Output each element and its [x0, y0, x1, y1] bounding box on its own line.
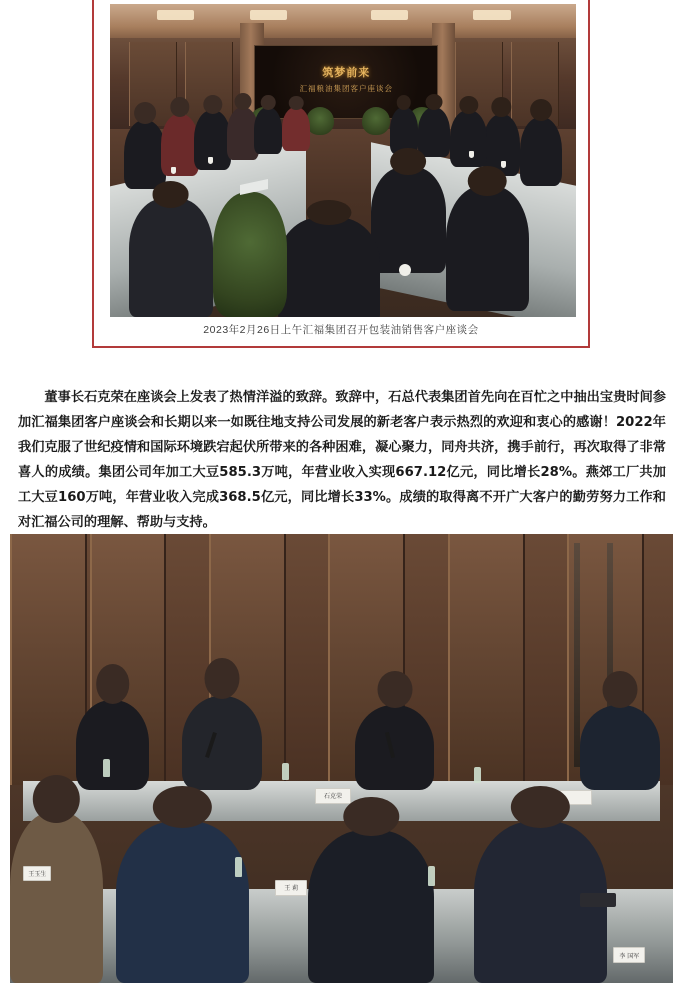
device: [580, 893, 616, 907]
attendee-foreground: [10, 812, 103, 983]
attendee: [76, 700, 149, 790]
attendee-foreground: [129, 198, 213, 317]
attendee-foreground: [308, 830, 434, 983]
plant: [362, 107, 390, 135]
nameplate: 王 莉: [275, 880, 307, 896]
nameplate: 王玉生: [23, 866, 51, 881]
attendee-speaker: [182, 696, 262, 790]
bottle: [282, 763, 289, 780]
cup: [171, 167, 176, 174]
bottle: [474, 767, 481, 783]
attendee-foreground: [446, 186, 530, 311]
stage-screen: [254, 45, 438, 119]
attendee-foreground: [371, 167, 446, 273]
top-figure-frame: [92, 0, 590, 348]
attendee: [418, 107, 451, 157]
bottle: [235, 857, 242, 877]
cup: [208, 157, 213, 164]
body-paragraph: 董事长石克荣在座谈会上发表了热情洋溢的致辞。致辞中，石总代表集团首先向在百忙之中抽出宝贵时间参加汇福集团客户座谈会和长期以来一如既往地支持公司发展的新老客户表示热烈的欢迎和衷心的感谢！2022年我们克服了世纪疫情和国际环境跌宕起伏所带来的各种困难，凝心聚力，同舟共济，携手前行，再次取得了非常喜人的成绩。集团公司年加工大豆585.3万吨，年营业收入实现667.12亿元，同比增长28%。燕郊工厂共加工大豆160万吨，年营业收入完成368.5亿元，同比增长33%。成绩的取得离不开广大客户的勤劳努力工作和对汇福公司的理解、帮助与支持。: [18, 390, 666, 531]
attendee: [355, 705, 435, 790]
attendee: [282, 107, 310, 151]
attendee: [580, 705, 660, 790]
attendee-foreground: [116, 821, 249, 983]
plant-foreground: [213, 192, 288, 317]
bottle: [428, 866, 435, 886]
cup: [469, 151, 474, 158]
ceiling-light: [250, 10, 287, 19]
attendee: [161, 114, 198, 177]
attendee: [254, 107, 282, 154]
conference-photo-top: [110, 4, 576, 317]
conference-photo-bottom: [10, 534, 673, 983]
attendee: [450, 110, 487, 166]
ceiling-light: [473, 10, 510, 19]
ceiling-light: [371, 10, 408, 19]
bottle: [103, 759, 110, 777]
screen-title: 筑梦前来: [322, 66, 371, 80]
attendee-foreground: [278, 217, 381, 317]
nameplate: 李 国军: [613, 947, 645, 963]
figure-caption-top: 2023年2月26日上午汇福集团召开包装油销售客户座谈会: [203, 324, 479, 336]
attendee: [124, 120, 166, 189]
nameplate: 石克荣: [315, 788, 351, 804]
cup: [399, 264, 411, 276]
attendee: [520, 117, 562, 186]
ceiling-light: [157, 10, 194, 19]
wall-column: [574, 543, 580, 768]
wall-panel: [448, 534, 525, 785]
screen-subtitle: 汇福粮油集团客户座谈会: [299, 84, 394, 94]
cup: [501, 161, 506, 168]
